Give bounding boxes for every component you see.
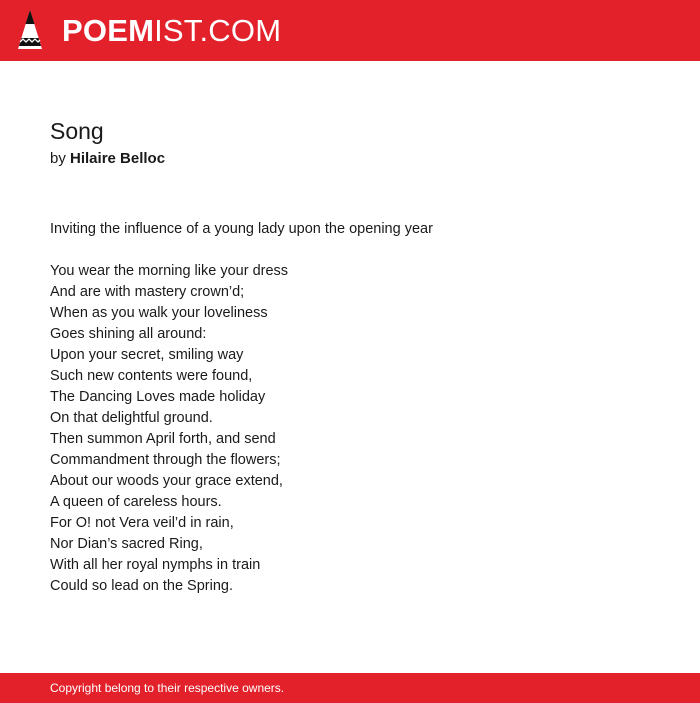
poem-title: Song <box>50 118 104 144</box>
poem-line: On that delightful ground. <box>50 410 213 426</box>
poem-subtitle: Inviting the influence of a young lady upon the opening year <box>50 221 433 237</box>
site-logo-text[interactable] <box>62 13 281 49</box>
poem-line: Goes shining all around: <box>50 326 207 342</box>
poem-content <box>50 116 670 597</box>
poem-line: Upon your secret, smiling way <box>50 347 244 363</box>
brand-bold: POEM <box>62 13 155 48</box>
by-label: by <box>50 150 66 167</box>
poem-line: Could so lead on the Spring. <box>50 578 233 594</box>
poem-line: With all her royal nymphs in train <box>50 557 261 573</box>
poem-line: The Dancing Loves made holiday <box>50 389 266 405</box>
poem-line: Nor Dian’s sacred Ring, <box>50 536 203 552</box>
poem-author: Hilaire Belloc <box>70 150 166 167</box>
poem-line: For O! not Vera veil’d in rain, <box>50 515 234 531</box>
poem-line: About our woods your grace extend, <box>50 473 283 489</box>
poem-line: A queen of careless hours. <box>50 494 222 510</box>
pencil-tip-icon[interactable] <box>17 9 43 51</box>
poem-line: Commandment through the flowers; <box>50 452 281 468</box>
poem-body <box>50 261 670 597</box>
brand-light: IST.COM <box>154 13 282 48</box>
copyright-notice: Copyright belong to their respective owners. <box>50 681 285 695</box>
poem-line: Then summon April forth, and send <box>50 431 276 447</box>
poem-byline <box>50 148 670 170</box>
poem-line: Such new contents were found, <box>50 368 253 384</box>
poem-line: You wear the morning like your dress <box>50 263 289 279</box>
poem-line: When as you walk your loveliness <box>50 305 268 321</box>
site-footer <box>0 673 700 703</box>
site-header <box>0 0 700 61</box>
poem-line: And are with mastery crown’d; <box>50 284 245 300</box>
